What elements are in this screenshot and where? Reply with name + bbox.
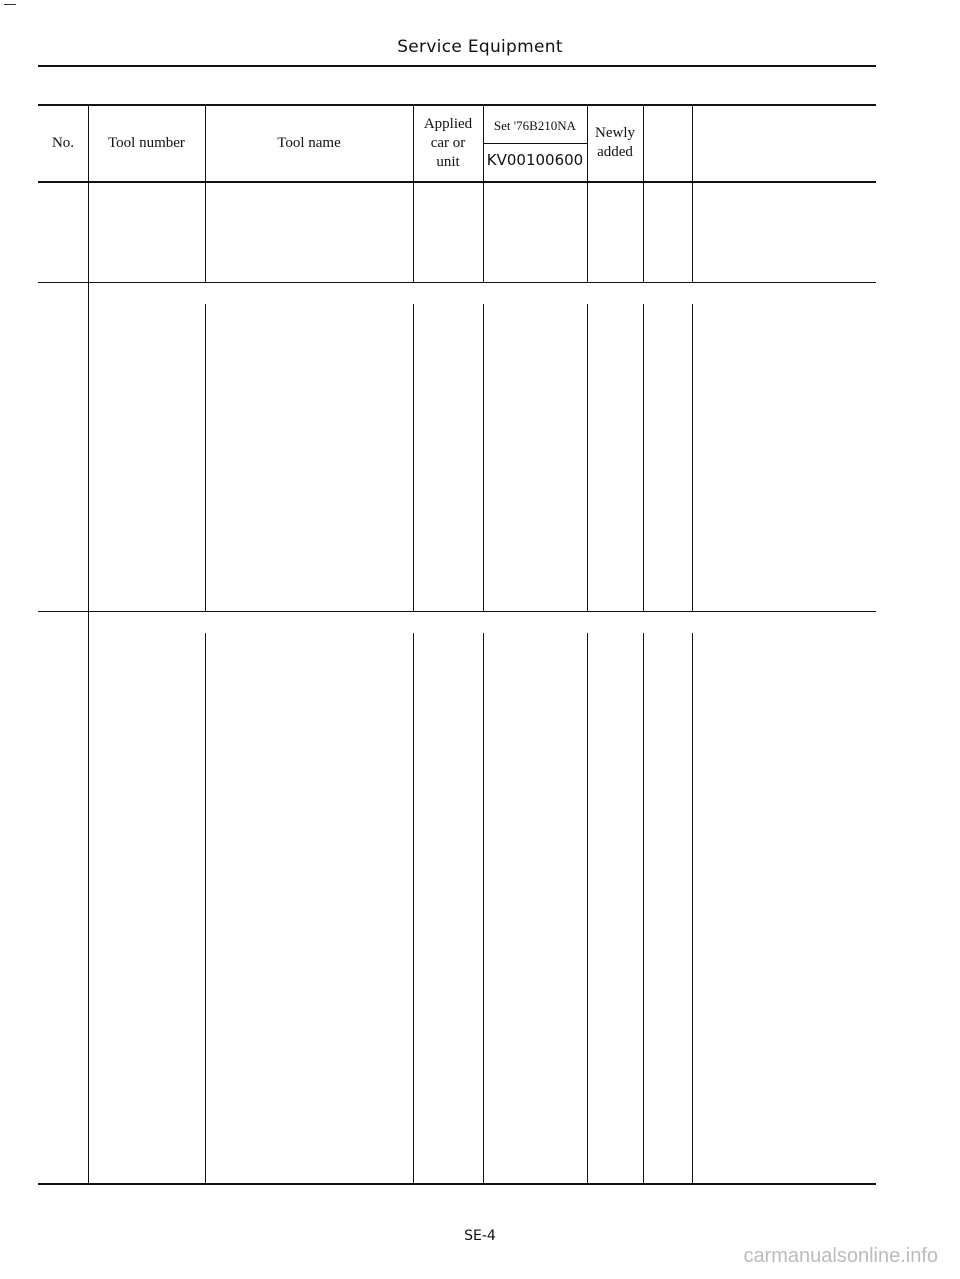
section-rule: [38, 611, 876, 612]
col-header-tool-name: Tool name: [277, 135, 341, 151]
corner-mark: [4, 4, 16, 5]
column-rule: [587, 304, 588, 611]
page-header: Service Equipment: [397, 37, 563, 57]
column-rule: [413, 633, 414, 1183]
col-header-set: Set '76B210NA: [493, 118, 577, 133]
column-rule: [587, 181, 588, 282]
column-rule: [413, 181, 414, 282]
column-rule: [483, 304, 484, 611]
column-rule: [483, 104, 484, 181]
header-bottom-rule: [38, 181, 876, 183]
page-number: SE-4: [464, 1228, 496, 1244]
column-rule: [692, 633, 693, 1183]
set-divider: [483, 143, 587, 144]
column-rule: [643, 104, 644, 181]
column-rule: [587, 633, 588, 1183]
table-bottom-rule: [38, 1183, 876, 1185]
column-rule: [643, 181, 644, 282]
watermark: carmanualsonline.info: [743, 1245, 938, 1267]
col-header-applied: car or: [430, 135, 466, 151]
col-header-set-number: KV00100600: [486, 151, 584, 169]
column-rule: [413, 304, 414, 611]
column-rule: [643, 633, 644, 1183]
col-header-tool-number: Tool number: [108, 135, 185, 151]
column-rule: [587, 104, 588, 181]
column-rule: [205, 633, 206, 1183]
column-rule: [692, 181, 693, 282]
column-rule-no: [88, 104, 89, 1183]
column-rule: [483, 181, 484, 282]
header-rule: [38, 65, 876, 67]
column-rule: [643, 304, 644, 611]
col-header-no: No.: [51, 135, 75, 151]
column-rule: [205, 304, 206, 611]
col-header-newly-added: Newly: [595, 125, 635, 141]
col-header-newly-added: added: [597, 144, 633, 160]
col-header-applied: unit: [436, 154, 460, 170]
column-rule: [692, 104, 693, 181]
column-rule: [205, 181, 206, 282]
column-rule: [483, 633, 484, 1183]
section-rule: [38, 282, 876, 283]
column-rule: [692, 304, 693, 611]
col-header-applied: Applied: [423, 116, 473, 132]
table-top-rule: [38, 104, 876, 106]
